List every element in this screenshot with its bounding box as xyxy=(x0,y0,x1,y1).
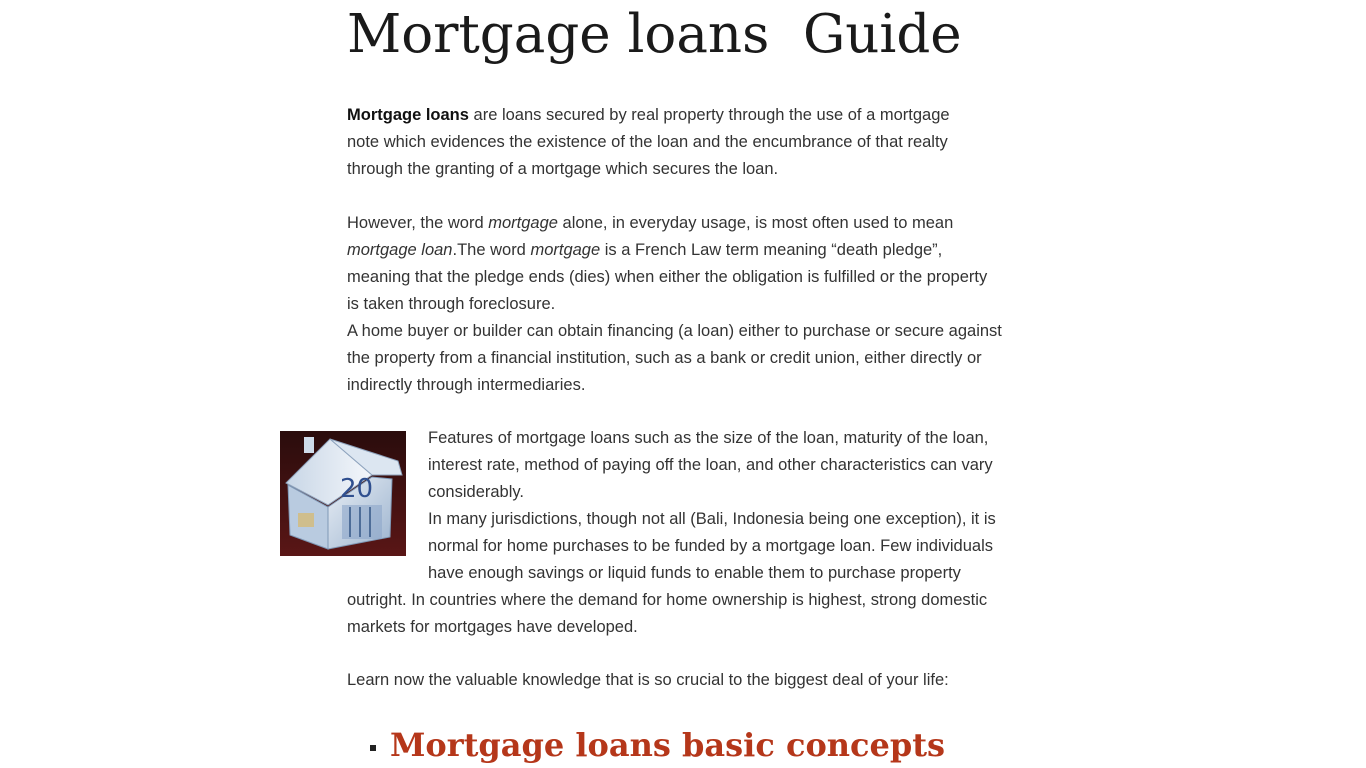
features-continuation xyxy=(347,587,1012,641)
topics-list xyxy=(370,724,945,766)
money-house-image xyxy=(280,431,406,556)
usage-paragraph xyxy=(347,210,1012,399)
features-paragraph xyxy=(428,425,1018,587)
list-item xyxy=(370,724,945,766)
bullet-icon xyxy=(370,745,376,751)
usage-line4: is taken through foreclosure. xyxy=(347,295,556,313)
banknote-value: 20 xyxy=(340,474,374,504)
intro-line1: are loans secured by real property through the use of a mortgage xyxy=(468,106,950,124)
features-line5: normal for home purchases to be funded by a mortgage loan. Few individuals xyxy=(428,537,993,555)
usage-text-1b: alone, in everyday usage, is most often used to mean xyxy=(557,214,954,232)
usage-em-mortgage: mortgage xyxy=(488,214,558,232)
features-line3: considerably. xyxy=(428,483,524,501)
usage-line5: A home buyer or builder can obtain financing (a loan) either to purchase or secure against xyxy=(347,322,1002,340)
learn-paragraph xyxy=(347,667,1012,694)
usage-em-mortgage-loan: mortgage loan xyxy=(347,241,453,259)
usage-em-mortgage-2: mortgage xyxy=(530,241,601,259)
intro-line3: through the granting of a mortgage which secures the loan. xyxy=(347,160,779,178)
usage-text-2a: .The word xyxy=(452,241,531,259)
intro-bold-term: Mortgage loans xyxy=(347,106,469,124)
features-line7: outright. In countries where the demand for home ownership is highest, strong domestic xyxy=(347,591,988,609)
usage-line6: the property from a financial institution, such as a bank or credit union, either directly or xyxy=(347,349,982,367)
usage-text-2b: is a French Law term meaning “death pledge”, xyxy=(600,241,943,259)
intro-paragraph xyxy=(347,102,1012,183)
features-line6: have enough savings or liquid funds to enable them to purchase property xyxy=(428,564,961,582)
features-line8: markets for mortgages have developed. xyxy=(347,618,638,636)
learn-text: Learn now the valuable knowledge that is so crucial to the biggest deal of your life: xyxy=(347,671,949,689)
link-mortgage-basic-concepts[interactable]: Mortgage loans basic concepts xyxy=(390,726,946,764)
features-line2: interest rate, method of paying off the loan, and other characteristics can vary xyxy=(428,456,993,474)
usage-text-1a: However, the word xyxy=(347,214,489,232)
page-title: Mortgage loans Guide xyxy=(347,4,962,65)
intro-line2: note which evidences the existence of the loan and the encumbrance of that realty xyxy=(347,133,948,151)
usage-line3: meaning that the pledge ends (dies) when either the obligation is fulfilled or the property xyxy=(347,268,988,286)
usage-line7: indirectly through intermediaries. xyxy=(347,376,586,394)
features-line1: Features of mortgage loans such as the size of the loan, maturity of the loan, xyxy=(428,429,989,447)
features-line4: In many jurisdictions, though not all (Bali, Indonesia being one exception), it is xyxy=(428,510,996,528)
